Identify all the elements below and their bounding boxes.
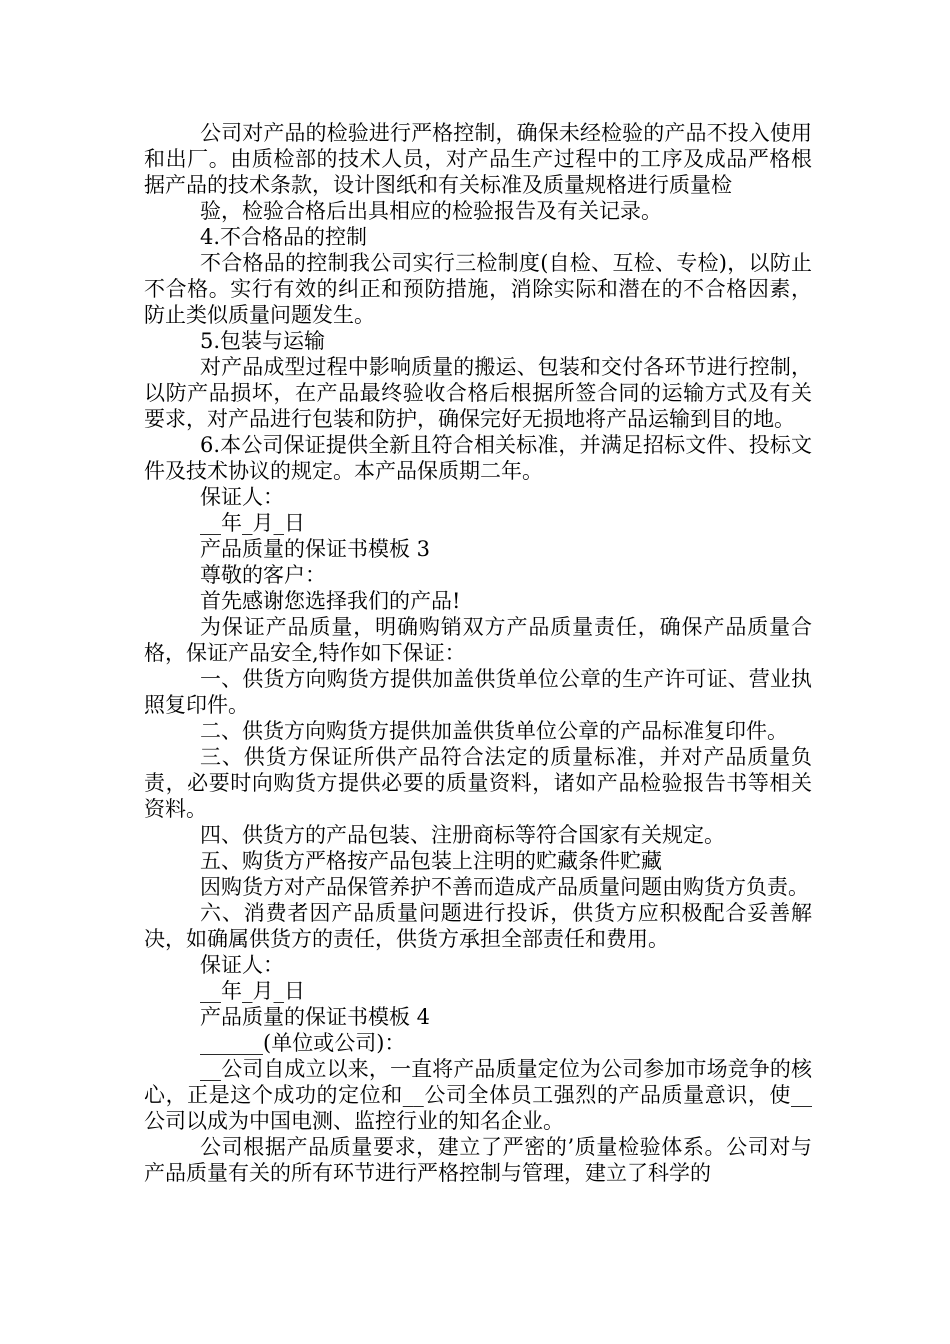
- template-title-4: 产品质量的保证书模板 4: [200, 1005, 431, 1029]
- guarantor-label-2: 保证人：: [200, 953, 284, 977]
- section-heading-nonconforming: 4.不合格品的控制: [200, 225, 368, 249]
- paragraph-company-history: __公司自成立以来，一直将产品质量定位为公司参加市场竞争的核心，正是这个成功的定位和__公司全体员工强烈的产品质量意识，使__公司以成为中国电测、监控行业的知名企业。: [144, 1057, 812, 1133]
- guarantee-item-1: 一、供货方向购货方提供加盖供货单位公章的生产许可证、营业执照复印件。: [144, 667, 812, 717]
- guarantee-item-6: 六、消费者因产品质量问题进行投诉，供货方应积极配合妥善解决，如确属供货方的责任，供货方承担全部责任和费用。: [144, 901, 812, 951]
- section-heading-packaging: 5.包装与运输: [200, 329, 326, 353]
- paragraph-guarantee-intro: 为保证产品质量，明确购销双方产品质量责任，确保产品质量合格，保证产品安全,特作如下保证：: [144, 615, 812, 665]
- template-title-3: 产品质量的保证书模板 3: [200, 537, 431, 561]
- paragraph-packaging-transport: 对产品成型过程中影响质量的搬运、包装和交付各环节进行控制，以防产品损坏，在产品最终验收合格后根据所签合同的运输方式及有关要求，对产品进行包装和防护，确保完好无损地将产品运输到目的地。: [144, 355, 812, 431]
- guarantee-item-5: 五、购货方严格按产品包装上注明的贮藏条件贮藏: [200, 849, 662, 873]
- thanks-line: 首先感谢您选择我们的产品!: [200, 589, 461, 613]
- guarantee-item-2: 二、供货方向购货方提供加盖供货单位公章的产品标准复印件。: [200, 719, 788, 743]
- paragraph-inspection-report: 验，检验合格后出具相应的检验报告及有关记录。: [200, 199, 662, 223]
- guarantee-item-3: 三、供货方保证所供产品符合法定的质量标准，并对产品质量负责，必要时向购货方提供必要的质量资料，诸如产品检验报告书等相关资料。: [144, 745, 812, 821]
- paragraph-inspection-control: 公司对产品的检验进行严格控制，确保未经检验的产品不投入使用和出厂。由质检部的技术人员，对产品生产过程中的工序及成品严格根据产品的技术条款，设计图纸和有关标准及质量规格进行质量检: [144, 121, 812, 197]
- paragraph-warranty-period: 6.本公司保证提供全新且符合相关标准，并满足招标文件、投标文件及技术协议的规定。本产品保质期二年。: [144, 433, 812, 483]
- paragraph-nonconforming-control: 不合格品的控制我公司实行三检制度(自检、互检、专检)，以防止不合格。实行有效的纠正和预防措施，消除实际和潜在的不合格因素，防止类似质量问题发生。: [144, 251, 812, 327]
- guarantor-label: 保证人：: [200, 485, 284, 509]
- date-line: __年_月_日: [200, 511, 305, 535]
- salutation: 尊敬的客户：: [200, 563, 326, 587]
- document-body: [144, 120, 812, 1186]
- guarantee-item-4: 四、供货方的产品包装、注册商标等符合国家有关规定。: [200, 823, 725, 847]
- paragraph-quality-system: 公司根据产品质量要求，建立了严密的’质量检验体系。公司对与产品质量有关的所有环节进行严格控制与管理，建立了科学的: [144, 1135, 812, 1185]
- date-line-2: __年_月_日: [200, 979, 305, 1003]
- guarantee-item-5-continued: 因购货方对产品保管养护不善而造成产品质量问题由购货方负责。: [200, 875, 809, 899]
- addressee-line: ______(单位或公司)：: [200, 1031, 406, 1055]
